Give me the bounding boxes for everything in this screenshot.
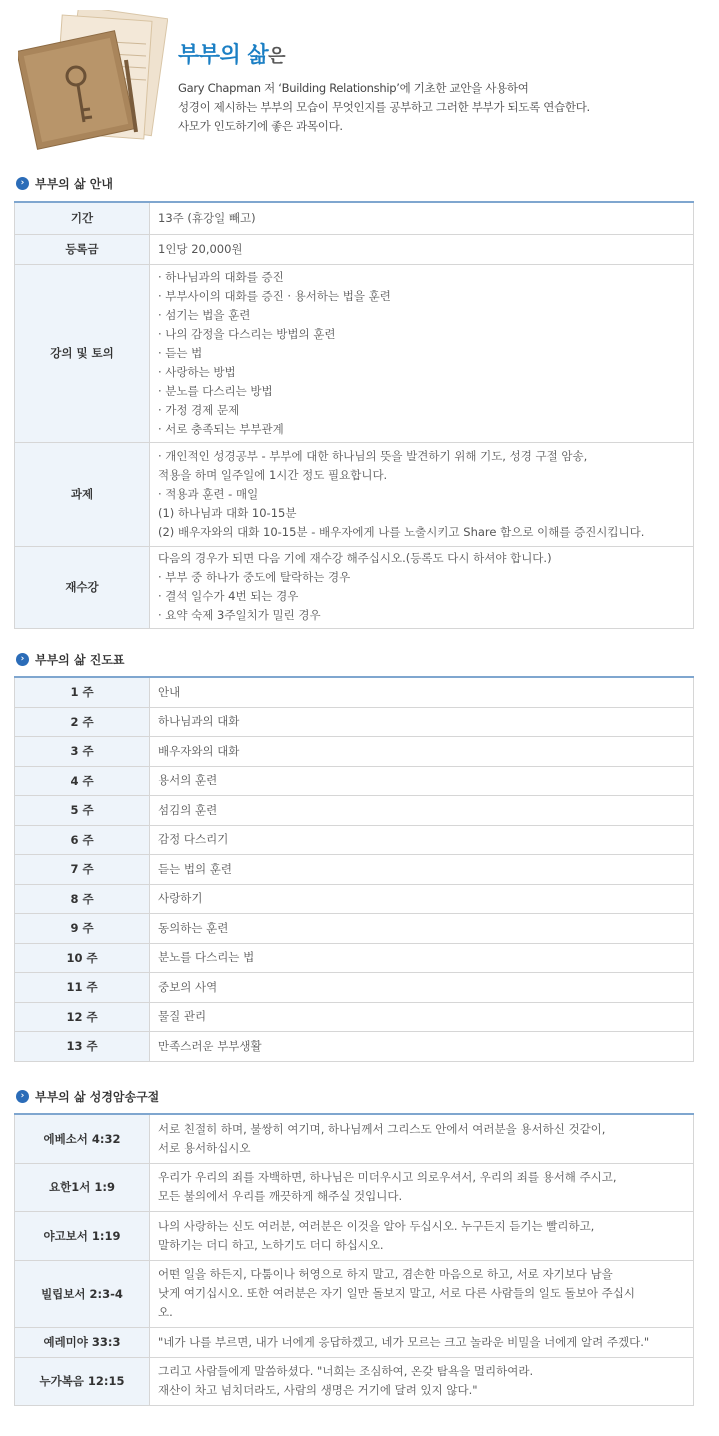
table-row: [15, 943, 694, 972]
week-topic: 하나님과의 대화: [150, 707, 694, 736]
row-value: · 하나님과의 대화를 증진 · 부부사이의 대화를 증진 · 용서하는 법을 훈련 · 섬기는 법을 훈련 · 나의 감정을 다스리는 방법의 훈련 · 듣는 법 · 사랑하는 방법 · 분노를 다스리는 방법 · 가정 경제 문제 · 서로 충족되는 부부관계: [150, 264, 694, 442]
week-topic: 사랑하기: [150, 884, 694, 913]
week-topic: 만족스러운 부부생활: [150, 1031, 694, 1061]
hero-banner: [0, 0, 719, 160]
arrow-bullet-icon: ›: [16, 177, 29, 190]
verse-text: 우리가 우리의 죄를 자백하면, 하나님은 미더우시고 의로우셔서, 우리의 죄를 용서해 주시고, 모든 불의에서 우리를 깨끗하게 해주실 것입니다.: [150, 1163, 694, 1211]
section-guide-heading: › 부부의 삶 안내: [16, 174, 113, 192]
week-topic: 감정 다스리기: [150, 825, 694, 854]
verse-reference: 요한1서 1:9: [15, 1163, 150, 1211]
table-row: [15, 202, 694, 234]
verse-reference: 예레미야 33:3: [15, 1327, 150, 1357]
intro-line-1: Gary Chapman 저 ‘Building Relationship’에 기초한 교안을 사용하여: [178, 81, 529, 95]
week-topic: 중보의 사역: [150, 972, 694, 1002]
week-label: 4 주: [15, 766, 150, 795]
verse-text: 나의 사랑하는 신도 여러분, 여러분은 이것을 알아 두십시오. 누구든지 듣기는 빨리하고, 말하기는 더디 하고, 노하기도 더디 하십시오.: [150, 1211, 694, 1260]
row-value: 13주 (휴강일 빼고): [150, 202, 694, 234]
row-label: 강의 및 토의: [15, 264, 150, 442]
row-label: 기간: [15, 202, 150, 234]
guide-table: [14, 201, 694, 629]
verse-reference: 야고보서 1:19: [15, 1211, 150, 1260]
week-label: 11 주: [15, 972, 150, 1002]
verse-reference: 누가복음 12:15: [15, 1357, 150, 1405]
table-row: [15, 825, 694, 854]
week-label: 6 주: [15, 825, 150, 854]
week-topic: 동의하는 훈련: [150, 913, 694, 943]
table-row: [15, 264, 694, 442]
table-row: [15, 1114, 694, 1163]
verse-reference: 빌립보서 2:3-4: [15, 1260, 150, 1327]
section-schedule-heading: › 부부의 삶 진도표: [16, 650, 125, 668]
arrow-bullet-icon: ›: [16, 653, 29, 666]
table-row: [15, 736, 694, 766]
week-topic: 배우자와의 대화: [150, 736, 694, 766]
week-label: 2 주: [15, 707, 150, 736]
week-label: 13 주: [15, 1031, 150, 1061]
verse-reference: 에베소서 4:32: [15, 1114, 150, 1163]
week-topic: 안내: [150, 677, 694, 707]
schedule-table: [14, 676, 694, 1062]
week-label: 5 주: [15, 795, 150, 825]
table-row: [15, 546, 694, 628]
row-label: 재수강: [15, 546, 150, 628]
verses-table: [14, 1113, 694, 1406]
table-row: [15, 1211, 694, 1260]
table-row: [15, 972, 694, 1002]
table-row: [15, 795, 694, 825]
table-row: [15, 1357, 694, 1405]
table-row: [15, 1002, 694, 1031]
week-label: 8 주: [15, 884, 150, 913]
verse-text: 어떤 일을 하든지, 다툼이나 허영으로 하지 말고, 겸손한 마음으로 하고, 서로 자기보다 남을 낫게 여기십시오. 또한 여러분은 자기 일만 돌보지 말고, 서로 다른 사람들의 일도 돌보아 주십시 오.: [150, 1260, 694, 1327]
intro-line-3: 사모가 인도하기에 좋은 과목이다.: [178, 119, 343, 133]
section-verses-heading: › 부부의 삶 성경암송구절: [16, 1087, 159, 1105]
table-row: [15, 854, 694, 884]
table-row: [15, 234, 694, 264]
row-value: 1인당 20,000원: [150, 234, 694, 264]
week-label: 3 주: [15, 736, 150, 766]
table-row: [15, 1031, 694, 1061]
table-row: [15, 442, 694, 546]
week-topic: 섬김의 훈련: [150, 795, 694, 825]
old-key-on-envelope-icon: [18, 10, 168, 150]
week-label: 7 주: [15, 854, 150, 884]
table-row: [15, 913, 694, 943]
intro-line-2: 성경이 제시하는 부부의 모습이 무엇인지를 공부하고 그러한 부부가 되도록 연습한다.: [178, 100, 590, 114]
table-row: [15, 1163, 694, 1211]
table-row: [15, 884, 694, 913]
verse-text: 그리고 사람들에게 말씀하셨다. "너희는 조심하여, 온갖 탐욕을 멀리하여라. 재산이 차고 넘치더라도, 사람의 생명은 거기에 달려 있지 않다.": [150, 1357, 694, 1405]
row-value: 다음의 경우가 되면 다음 기에 재수강 해주십시오.(등록도 다시 하셔야 합니다.) · 부부 중 하나가 중도에 탈락하는 경우 · 결석 일수가 4번 되는 경우 · 요약 숙제 3주일치가 밀린 경우: [150, 546, 694, 628]
page-title: 부부의 삶은: [178, 43, 286, 68]
table-row: [15, 766, 694, 795]
verse-text: 서로 친절히 하며, 불쌍히 여기며, 하나님께서 그리스도 안에서 여러분을 용서하신 것같이, 서로 용서하십시오: [150, 1114, 694, 1163]
table-row: [15, 677, 694, 707]
table-row: [15, 707, 694, 736]
table-row: [15, 1327, 694, 1357]
week-label: 12 주: [15, 1002, 150, 1031]
week-topic: 물질 관리: [150, 1002, 694, 1031]
week-label: 9 주: [15, 913, 150, 943]
row-label: 등록금: [15, 234, 150, 264]
week-topic: 듣는 법의 훈련: [150, 854, 694, 884]
week-topic: 용서의 훈련: [150, 766, 694, 795]
row-label: 과제: [15, 442, 150, 546]
verse-text: "네가 나를 부르면, 내가 너에게 응답하겠고, 네가 모르는 크고 놀라운 비밀을 너에게 알려 주겠다.": [150, 1327, 694, 1357]
week-topic: 분노를 다스리는 법: [150, 943, 694, 972]
week-label: 1 주: [15, 677, 150, 707]
week-label: 10 주: [15, 943, 150, 972]
row-value: · 개인적인 성경공부 - 부부에 대한 하나님의 뜻을 발견하기 위해 기도, 성경 구절 암송, 적용을 하며 일주일에 1시간 정도 필요합니다. · 적용과 훈련 - 매일 (1) 하나님과 대화 10-15분 (2) 배우자와의 대화 10-15분 - 배우자에게 나를 노출시키고 Share 함으로 이해를 증진시킵니다.: [150, 442, 694, 546]
table-row: [15, 1260, 694, 1327]
arrow-bullet-icon: ›: [16, 1090, 29, 1103]
